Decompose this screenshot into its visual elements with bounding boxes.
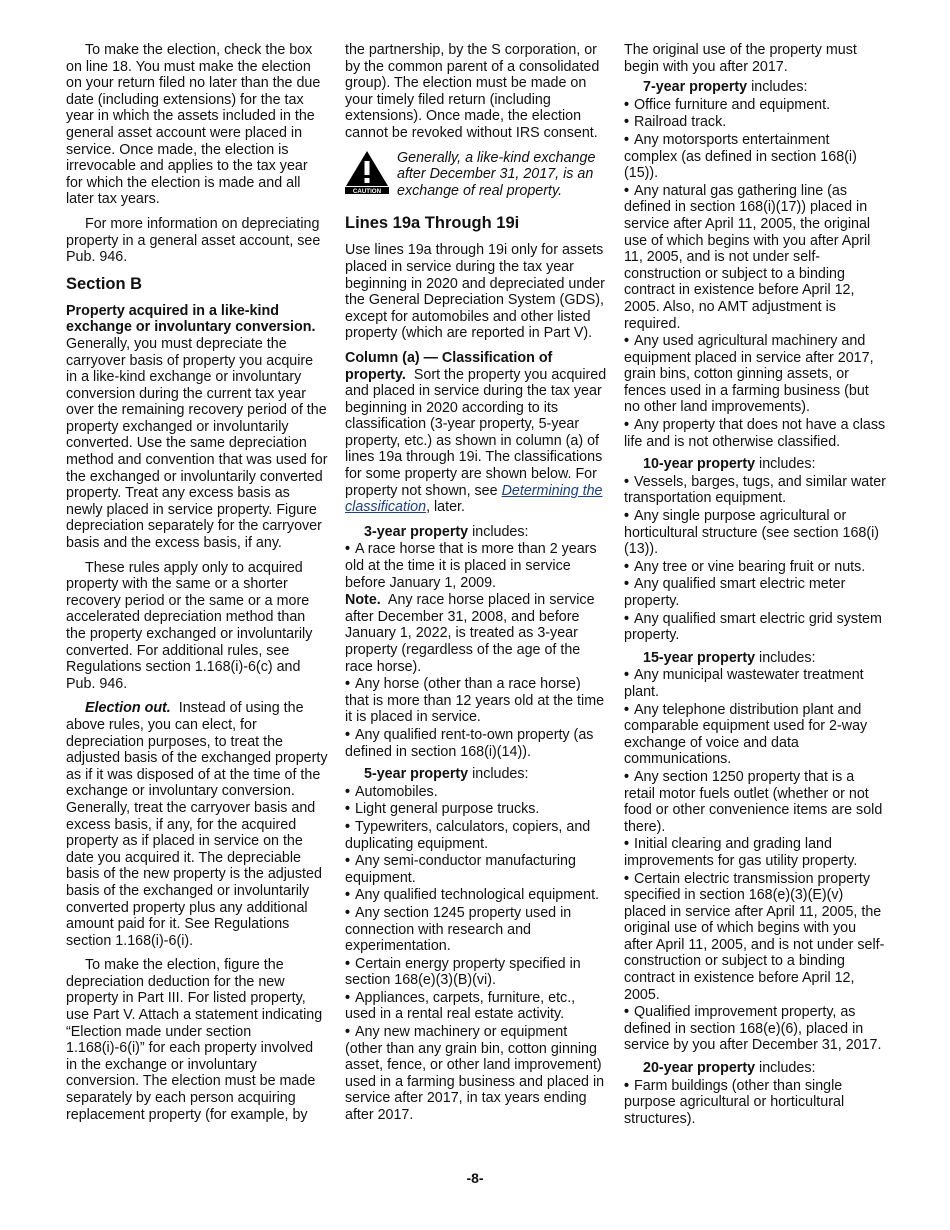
seven-year-list <box>624 97 886 450</box>
ten-year-heading <box>624 456 886 473</box>
caution-icon <box>345 150 389 194</box>
like-kind-heading: Property acquired in a like-kind exchange or involuntary conversion. <box>66 302 316 336</box>
column-2 <box>345 42 607 1125</box>
list-item: • Railroad track. <box>624 114 886 131</box>
election-out-text: Instead of using the above rules, you can elect, for depreciation purposes, to treat the adjusted basis of the exchanged property as if it was disposed of at the time of the exchange or involuntary conversion. Generally, treat the carryover basis and excess basis, if any, for the acquired property as if placed in service on the date you acquired it. The depreciable basis of the new property is the adjusted basis of the exchanged or involuntarily converted property plus any additional amount paid for it. See Regulations section 1.168(i)-6(i). <box>66 700 328 949</box>
property-class-label: 20-year property <box>643 1060 756 1077</box>
section-b-heading: Section B <box>66 274 143 293</box>
list-item: • Any horse (other than a race horse) that is more than 12 years old at the time it is placed in service. <box>345 676 607 726</box>
list-item: • Any qualified smart electric meter property. <box>624 576 886 609</box>
column-3 <box>624 42 886 1128</box>
three-year-list-2 <box>345 676 607 760</box>
three-year-heading <box>345 524 607 541</box>
list-item: • Any tree or vine bearing fruit or nuts. <box>624 559 886 576</box>
list-item: • Any new machinery or equipment (other than any grain bin, cotton ginning asset, fence, or other land improvement) used in a farming business and placed in service after 2017, in tax years ending after 2017. <box>345 1024 607 1124</box>
list-item: • Any single purpose agricultural or horticultural structure (see section 168(i)(13)). <box>624 508 886 558</box>
property-class-label: 15-year property <box>643 649 756 666</box>
column-1 <box>66 42 328 1131</box>
includes-label: includes: <box>472 523 529 540</box>
list-item: • Any section 1245 property used in connection with research and experimentation. <box>345 905 607 955</box>
property-class-label: 3-year property <box>364 523 469 540</box>
list-item: • Certain energy property specified in section 168(e)(3)(B)(vi). <box>345 956 607 989</box>
determining-classification-link[interactable]: Determining the classification <box>345 482 603 516</box>
list-item: • Any qualified technological equipment. <box>345 887 607 904</box>
includes-label: includes: <box>759 456 816 473</box>
includes-label: includes: <box>759 1060 816 1077</box>
column-a-paragraph <box>345 350 607 516</box>
list-item: • Any qualified smart electric grid system property. <box>624 611 886 644</box>
list-item: • Any semi-conductor manufacturing equipment. <box>345 853 607 886</box>
caution-text: Generally, a like-kind exchange after December 31, 2017, is an exchange of real property. <box>397 149 596 199</box>
fifteen-year-list <box>624 667 886 1054</box>
twenty-year-heading <box>624 1060 886 1077</box>
list-item: • Certain electric transmission property specified in section 168(e)(3)(E)(v) placed in service after April 11, 2005, the original use of which begins with you after April 11, 2005, and is not under self-construction or subject to a binding contract in existence before April 12, 2005. <box>624 871 886 1004</box>
five-year-heading <box>345 766 607 783</box>
paragraph: To make the election, check the box on line 18. You must make the election on your return filed no later than the due date (including extensions) for the tax year in which the assets included in the general asset account were placed in service. Once made, the election is irrevocable and applies to the tax year for which the election is made and all later tax years. <box>66 42 321 208</box>
like-kind-paragraph <box>66 303 328 552</box>
paragraph: For more information on depreciating property in a general asset account, see Pub. 946. <box>66 215 321 266</box>
list-item: • A race horse that is more than 2 years old at the time it is placed in service before January 1, 2009. <box>345 541 607 591</box>
list-item: • Farm buildings (other than single purpose agricultural or horticultural structures). <box>624 1078 886 1128</box>
list-item: • Any section 1250 property that is a retail motor fuels outlet (whether or not food or other convenience items are sold there). <box>624 769 886 835</box>
list-item: • Initial clearing and grading land improvements for gas utility property. <box>624 836 886 869</box>
three-year-list <box>345 541 607 591</box>
seven-year-heading <box>624 79 886 96</box>
five-year-list <box>345 784 607 1124</box>
ten-year-list <box>624 474 886 644</box>
list-item: • Any qualified rent-to-own property (as defined in section 168(i)(14)). <box>345 727 607 760</box>
property-class-label: 10-year property <box>643 456 756 473</box>
includes-label: includes: <box>472 766 529 783</box>
column-a-heading: Column (a) — Classification of property. <box>345 349 553 383</box>
column-a-text-post: , later. <box>426 499 466 516</box>
property-class-label: 5-year property <box>364 766 469 783</box>
lines-19a-19i-heading: Lines 19a Through 19i <box>345 214 520 233</box>
twenty-year-list <box>624 1078 886 1128</box>
paragraph: To make the election, figure the depreciation deduction for the new property in Part III. For listed property, use Part V. Attach a statement indicating “Election made under section 1.168(i)-6(i)” for each property involved in the exchange or involuntary conversion. The election must be made separately by each person acquiring replacement property (for example, by <box>66 957 323 1123</box>
list-item: • Vessels, barges, tugs, and similar water transportation equipment. <box>624 474 886 507</box>
list-item: • Appliances, carpets, furniture, etc., used in a rental real estate activity. <box>345 990 607 1023</box>
caution-label: CAUTION <box>352 187 382 194</box>
list-item: • Typewriters, calculators, copiers, and duplicating equipment. <box>345 819 607 852</box>
page-number: -8- <box>466 1170 484 1186</box>
list-item: • Any municipal wastewater treatment plant. <box>624 667 886 700</box>
caution-note <box>345 150 607 200</box>
fifteen-year-heading <box>624 650 886 667</box>
paragraph: the partnership, by the S corporation, or by the common parent of a consolidated group). The election must be made on your timely filed return (including extensions). Once made, the election cannot be revoked without IRS consent. <box>345 42 600 141</box>
note-label: Note. <box>345 592 381 609</box>
list-item: • Any used agricultural machinery and equipment placed in service after 2017, grain bins, cotton ginning assets, or fences used in a farming business (but no other land improvements). <box>624 333 886 416</box>
election-out-heading: Election out. <box>85 700 171 717</box>
election-out-paragraph <box>66 700 328 949</box>
like-kind-text: Generally, you must depreciate the carryover basis of property you acquire in a like-kind exchange or involuntary conversion during the current tax year over the remaining recovery period of the property exchanged or involuntarily converted. Use the same depreciation method and convention that was used for the exchanged or involuntarily converted property. Treat any excess basis as newly placed in service property. Figure depreciation separately for the carryover basis and the excess basis, if any. <box>66 335 328 552</box>
paragraph: Use lines 19a through 19i only for assets placed in service during the tax year beginning in 2020 and depreciated under the General Depreciation System (GDS), except for automobiles and other listed property (which are reported in Part V). <box>345 242 605 342</box>
list-item: • Automobiles. <box>345 784 607 801</box>
list-item: • Any telephone distribution plant and comparable equipment used for 2-way exchange of voice and data communications. <box>624 702 886 768</box>
list-item: • Qualified improvement property, as defined in section 168(e)(6), placed in service by you after December 31, 2017. <box>624 1004 886 1054</box>
list-item: • Any natural gas gathering line (as defined in section 168(i)(17)) placed in service after April 11, 2005, the original use of which begins with you after April 11, 2005, and is not under self-construction or subject to a binding contract in existence before April 12, 2005. Also, no AMT adjustment is required. <box>624 183 886 332</box>
column-a-text: Sort the property you acquired and placed in service during the tax year beginning in 2020 according to its classification (3-year property, 5-year property, etc.) as shown in column (a) of lines 19a through 19i. The classifications for some property are shown below. For property not shown, see <box>345 366 607 499</box>
paragraph: These rules apply only to acquired property with the same or a shorter recovery period or the same or a more accelerated depreciation method than the property exchanged or involuntarily converted. For additional rules, see Regulations section 1.168(i)-6(c) and Pub. 946. <box>66 559 313 692</box>
note-paragraph <box>345 592 607 675</box>
list-item: • Office furniture and equipment. <box>624 97 886 114</box>
list-item: • Any motorsports entertainment complex (as defined in section 168(i)(15)). <box>624 132 886 182</box>
list-item: • Light general purpose trucks. <box>345 801 607 818</box>
includes-label: includes: <box>759 649 816 666</box>
property-class-label: 7-year property <box>643 79 748 96</box>
paragraph: The original use of the property must begin with you after 2017. <box>624 42 857 75</box>
includes-label: includes: <box>751 79 808 96</box>
note-text: Any race horse placed in service after December 31, 2008, and before January 1, 2022, is treated as 3-year property (regardless of the age of the race horse). <box>345 592 595 675</box>
list-item: • Any property that does not have a class life and is not otherwise classified. <box>624 417 886 450</box>
